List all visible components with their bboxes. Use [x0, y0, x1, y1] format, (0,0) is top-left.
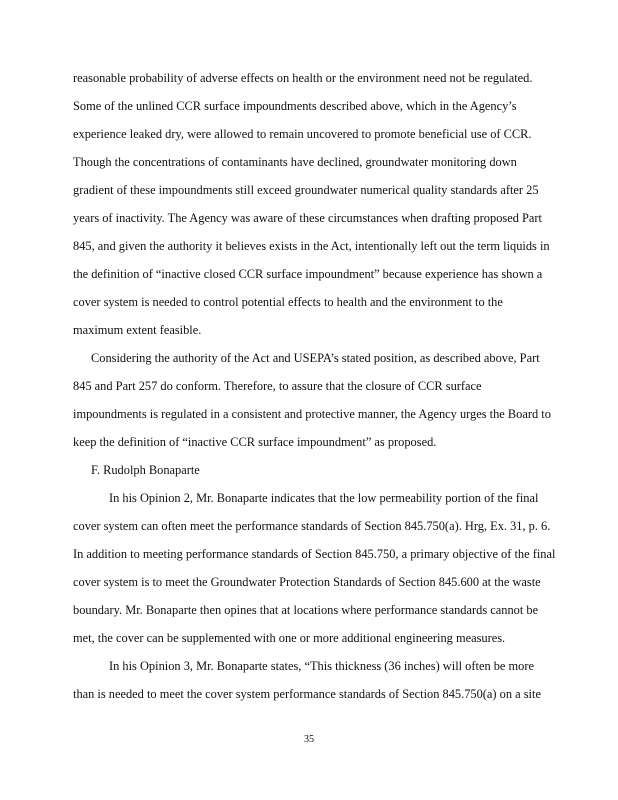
text-line: 845 and Part 257 do conform. Therefore, to assure that the closure of CCR surface: [73, 379, 482, 393]
page-number: 35: [304, 734, 314, 745]
section-heading: F. Rudolph Bonaparte: [91, 463, 200, 477]
text-line: In his Opinion 2, Mr. Bonaparte indicates that the low permeability portion of the final: [109, 491, 539, 505]
text-line: reasonable probability of adverse effects on health or the environment need not be regulated.: [73, 71, 533, 85]
text-line: 845, and given the authority it believes exists in the Act, intentionally left out the term liquids in: [73, 239, 550, 253]
text-line: gradient of these impoundments still exceed groundwater numerical quality standards after 25: [73, 183, 539, 197]
text-line: years of inactivity. The Agency was aware of these circumstances when drafting proposed Part: [73, 211, 542, 225]
text-line: In addition to meeting performance standards of Section 845.750, a primary objective of the final: [73, 547, 556, 561]
text-line: Considering the authority of the Act and USEPA’s stated position, as described above, Part: [91, 351, 540, 365]
text-line: Though the concentrations of contaminants have declined, groundwater monitoring down: [73, 155, 517, 169]
text-line: than is needed to meet the cover system performance standards of Section 845.750(a) on a site: [73, 687, 541, 701]
text-line: cover system is to meet the Groundwater Protection Standards of Section 845.600 at the waste: [73, 575, 541, 589]
text-line: boundary. Mr. Bonaparte then opines that at locations where performance standards cannot be: [73, 603, 539, 617]
text-line: maximum extent feasible.: [73, 323, 202, 337]
text-line: Some of the unlined CCR surface impoundments described above, which in the Agency’s: [73, 99, 517, 113]
text-line: impoundments is regulated in a consistent and protective manner, the Agency urges the Board to: [73, 407, 551, 421]
text-line: In his Opinion 3, Mr. Bonaparte states, “This thickness (36 inches) will often be more: [109, 659, 534, 673]
text-line: the definition of “inactive closed CCR surface impoundment” because experience has shown a: [73, 267, 543, 281]
text-line: experience leaked dry, were allowed to remain uncovered to promote beneficial use of CCR.: [73, 127, 532, 141]
text-line: cover system can often meet the performance standards of Section 845.750(a). Hrg, Ex. 31, p. 6.: [73, 519, 551, 533]
text-line: cover system is needed to control potential effects to health and the environment to the: [73, 295, 503, 309]
text-line: met, the cover can be supplemented with one or more additional engineering measures.: [73, 631, 506, 645]
text-line: keep the definition of “inactive CCR surface impoundment” as proposed.: [73, 435, 437, 449]
